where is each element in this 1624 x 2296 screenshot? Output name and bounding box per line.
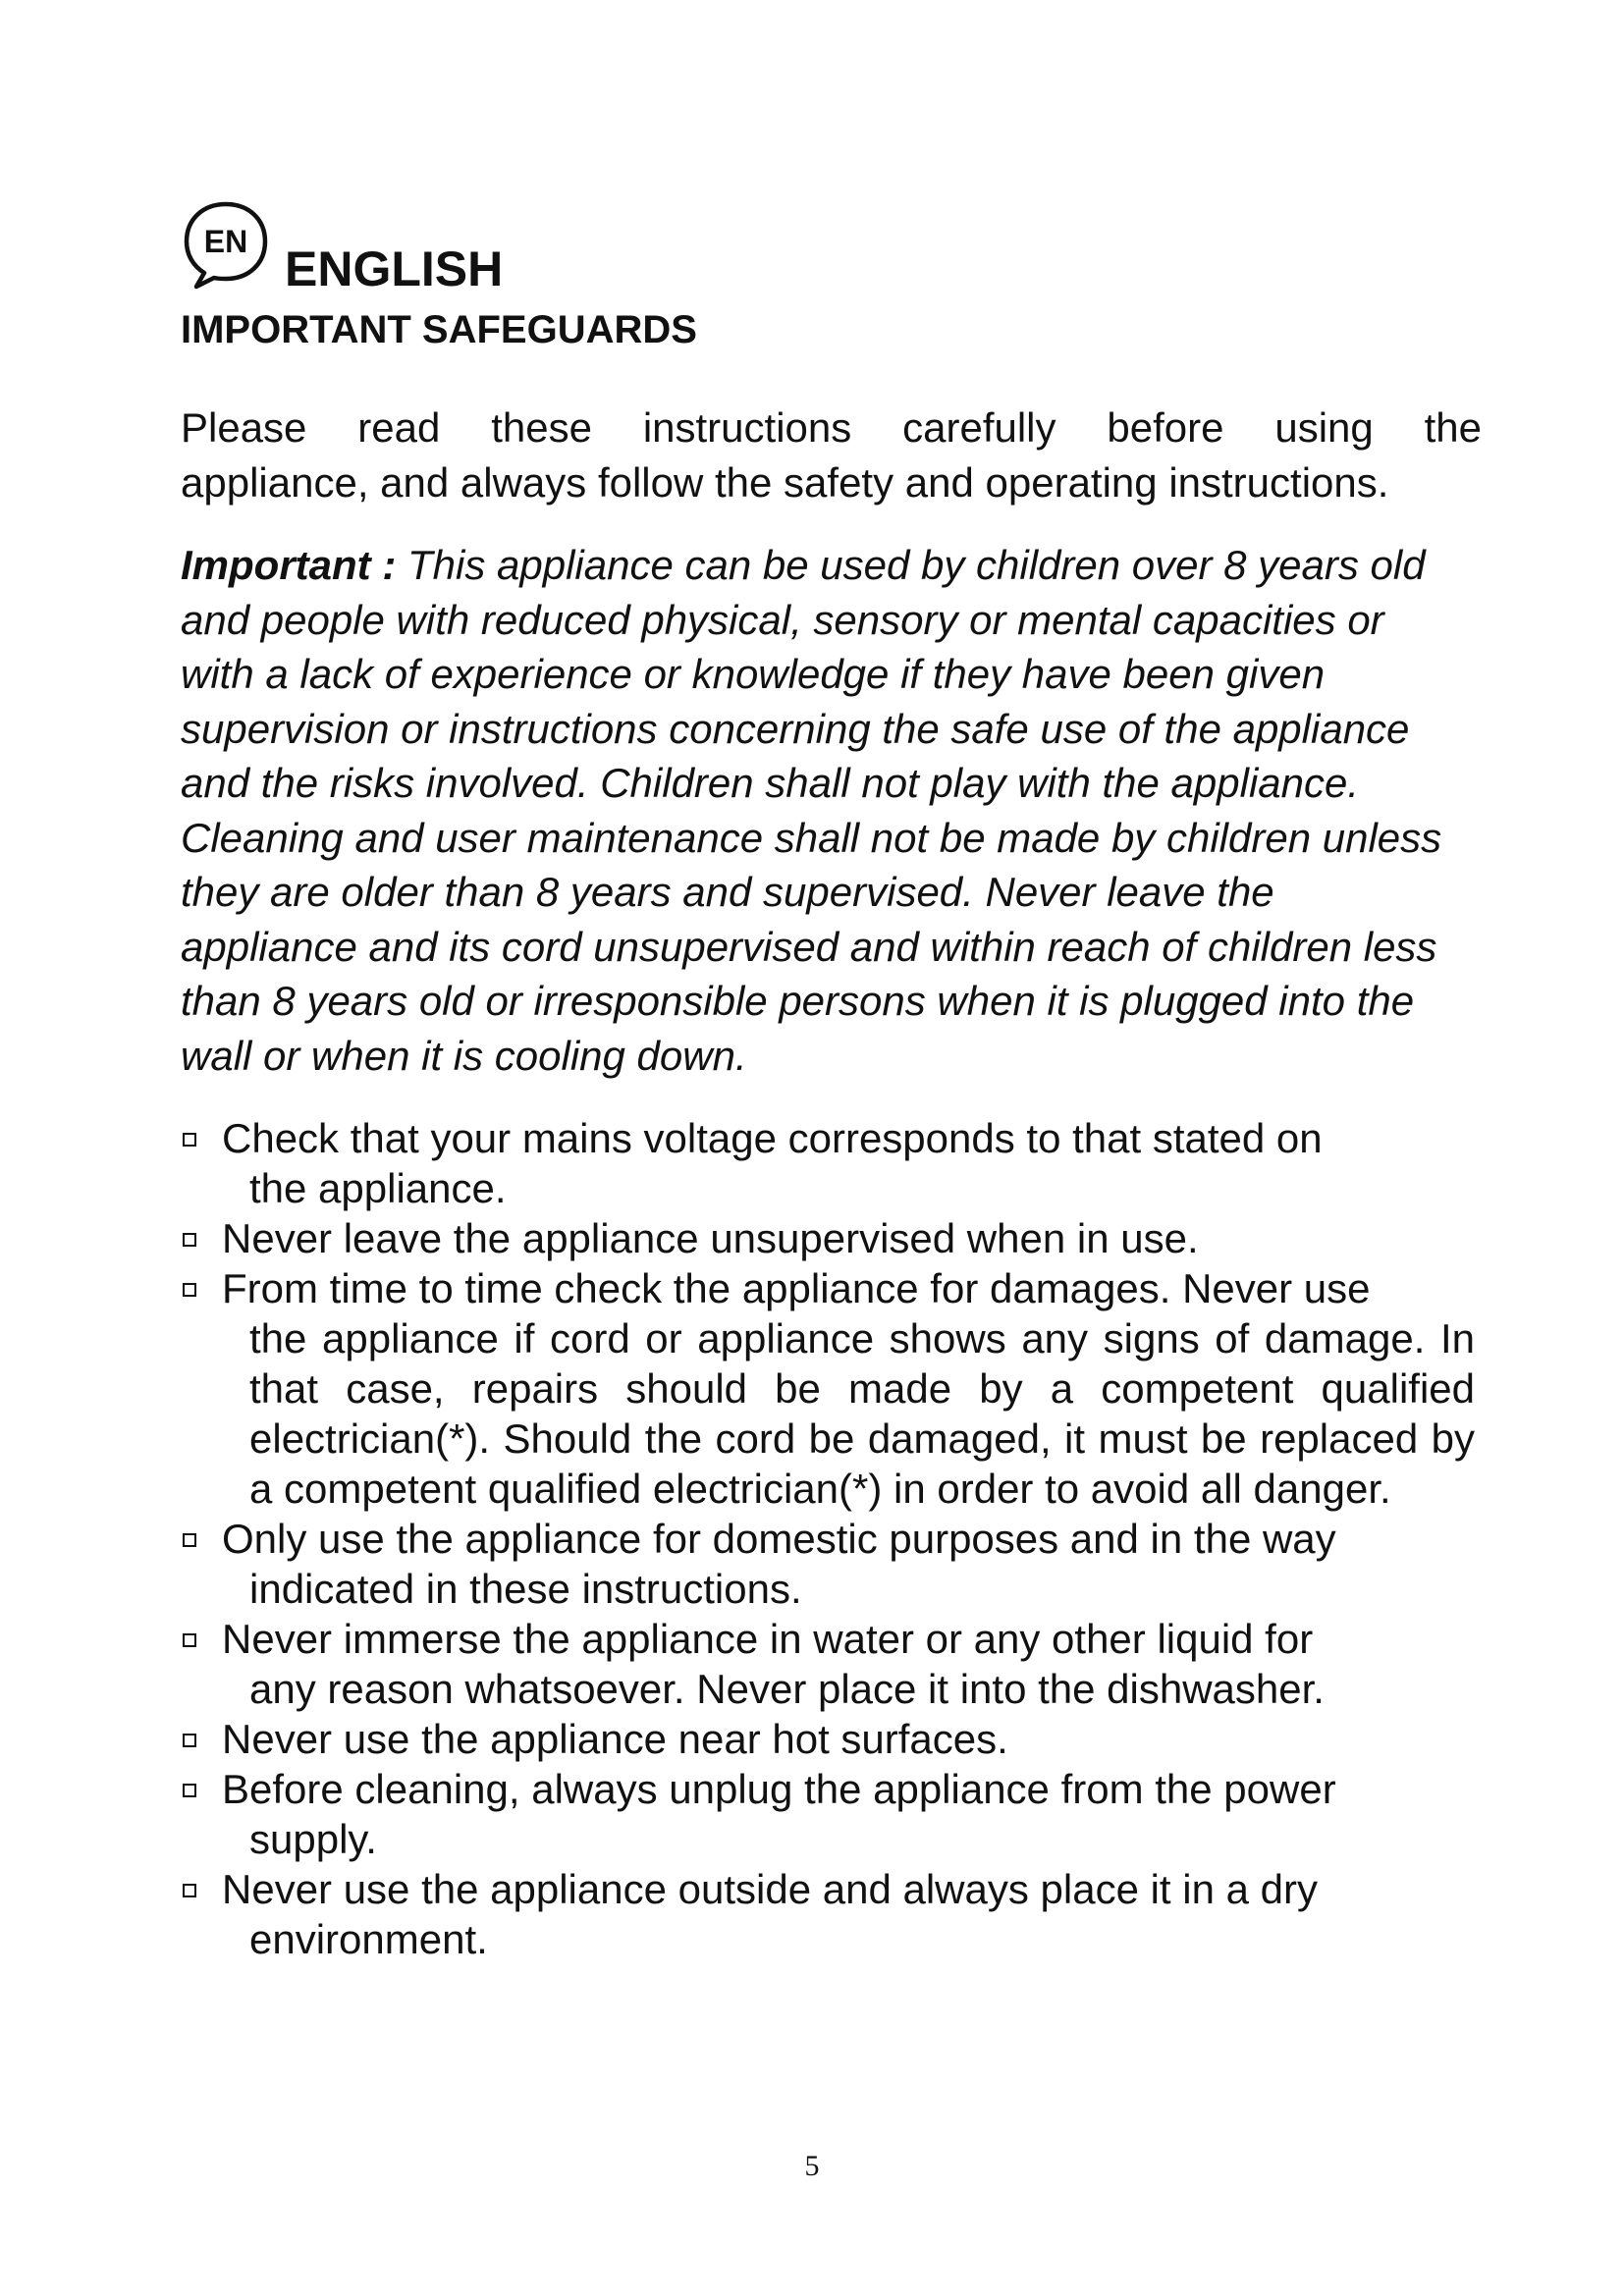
rule-text: Never immerse the appliance in water or any other liquid for [222, 1616, 1314, 1662]
page-number: 5 [804, 2150, 820, 2182]
important-label: Important : [181, 542, 397, 588]
important-notice [181, 538, 1457, 1083]
list-item [177, 1113, 1483, 1213]
rule-text-continued: environment. [249, 1916, 488, 1962]
checkbox-bullet-icon [183, 1784, 196, 1797]
checkbox-bullet-icon [183, 1884, 196, 1897]
rule-text: Never leave the appliance unsupervised when in use. [222, 1215, 1199, 1261]
important-text: This appliance can be used by children over 8 years old and people with reduced physical, sensory or mental capacities or with a lack of experience or knowledge if they have been given supervision or instructions concerning the safe use of the appliance and the risks involved. Children shall not play with the appliance. Cleaning and user maintenance shall not be made by children unless they are older than 8 years and supervised. Never leave the appliance and its cord unsupervised and within reach of children less than 8 years old or irresponsible persons when it is plugged into the wall or when it is cooling down. [181, 542, 1442, 1079]
rule-text-continued: the appliance if cord or appliance shows any signs of damage. In that case, repairs should be made by a competent qualified electrician(*). Should the cord be damaged, it must be replaced by a competent qualified electrician(*) in order to avoid all danger. [249, 1315, 1475, 1512]
checkbox-bullet-icon [183, 1233, 196, 1247]
checkbox-bullet-icon [183, 1283, 196, 1297]
speech-bubble-icon [179, 198, 273, 293]
list-item [177, 1764, 1483, 1864]
section-title: IMPORTANT SAFEGUARDS [181, 308, 697, 351]
rule-text-continued: indicated in these instructions. [249, 1566, 802, 1612]
list-item [177, 1714, 1483, 1764]
checkbox-bullet-icon [183, 1533, 196, 1547]
rule-text-continued: supply. [249, 1816, 377, 1862]
checkbox-bullet-icon [183, 1734, 196, 1747]
rule-text-continued: the appliance. [249, 1165, 507, 1211]
language-title: ENGLISH [285, 241, 504, 296]
intro-line-2: appliance, and always follow the safety and operating instructions. [181, 459, 1389, 506]
intro-line-1: Please read these instructions carefully before using the [181, 404, 1482, 451]
safety-rules-list [177, 1113, 1483, 1964]
rule-text: From time to time check the appliance for damages. Never use [222, 1265, 1371, 1311]
language-header [179, 196, 964, 304]
list-item [177, 1864, 1483, 1964]
list-item [177, 1614, 1483, 1714]
list-item [177, 1263, 1483, 1514]
rule-text-continued: any reason whatsoever. Never place it into the dishwasher. [249, 1666, 1325, 1712]
checkbox-bullet-icon [183, 1633, 196, 1647]
list-item [177, 1514, 1483, 1614]
rule-text: Never use the appliance outside and always place it in a dry [222, 1866, 1318, 1912]
rule-text: Never use the appliance near hot surfaces. [222, 1716, 1008, 1762]
intro-paragraph [181, 400, 1482, 510]
rule-text: Only use the appliance for domestic purposes and in the way [222, 1516, 1336, 1562]
rule-text: Before cleaning, always unplug the appliance from the power [222, 1766, 1336, 1812]
list-item [177, 1213, 1483, 1263]
checkbox-bullet-icon [183, 1133, 196, 1147]
badge-text: EN [203, 224, 248, 259]
rule-text: Check that your mains voltage corresponds to that stated on [222, 1115, 1323, 1161]
